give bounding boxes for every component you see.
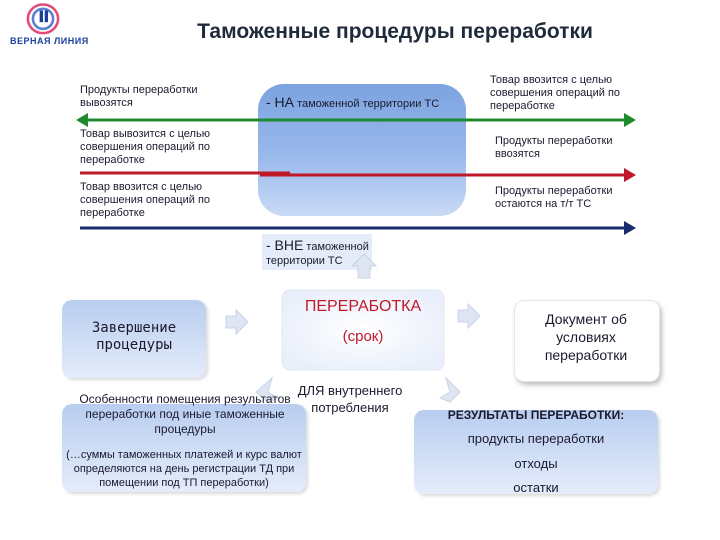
left-label-2: Товар вывозится с целью совершения операций по переработке — [80, 128, 211, 166]
right-label-2: Продукты переработки ввозятся — [495, 135, 613, 160]
chevron-top — [352, 254, 376, 278]
on-territory-suffix: таможенной территории ТС — [297, 98, 440, 110]
logo-text: ВЕРНАЯ ЛИНИЯ — [10, 36, 89, 46]
domestic-consumption-label: ДЛЯ внутреннего потребления — [297, 383, 403, 415]
left-label-3: Товар ввозится с целью совершения операций по переработке — [80, 181, 211, 219]
processing-term: (срок) — [342, 328, 384, 345]
results-item-3: остатки — [513, 480, 559, 495]
completion-label: Завершение процедуры — [91, 320, 177, 353]
right-label-1: Товар ввозится с целью совершения операций по переработке — [490, 74, 621, 112]
off-territory-suffix: таможенной территории ТС — [266, 241, 369, 267]
on-territory-prefix: - НА — [266, 94, 294, 110]
features-heading: Особенности помещения результатов переработки под иные таможенные процедуры — [79, 392, 291, 436]
document-label: Документ об условиях переработки — [544, 311, 628, 363]
chevron-right — [458, 304, 480, 328]
results-item-1: продукты переработки — [467, 431, 605, 446]
chevron-bottom-right — [440, 378, 460, 402]
results-item-2: отходы — [514, 456, 558, 471]
right-label-3: Продукты переработки остаются на т/т ТС — [495, 185, 613, 210]
off-territory-prefix: - ВНЕ — [266, 237, 304, 253]
results-heading: РЕЗУЛЬТАТЫ ПЕРЕРАБОТКИ: — [447, 408, 625, 422]
features-note: (…суммы таможенных платежей и курс валют определяются на день регистрации ТД при помещении под ТП переработки) — [66, 449, 302, 489]
page-title: Таможенные процедуры переработки — [197, 20, 593, 43]
left-label-1: Продукты переработки вывозятся — [80, 84, 198, 109]
chevron-left — [226, 310, 248, 334]
processing-title: ПЕРЕРАБОТКА — [304, 298, 422, 315]
